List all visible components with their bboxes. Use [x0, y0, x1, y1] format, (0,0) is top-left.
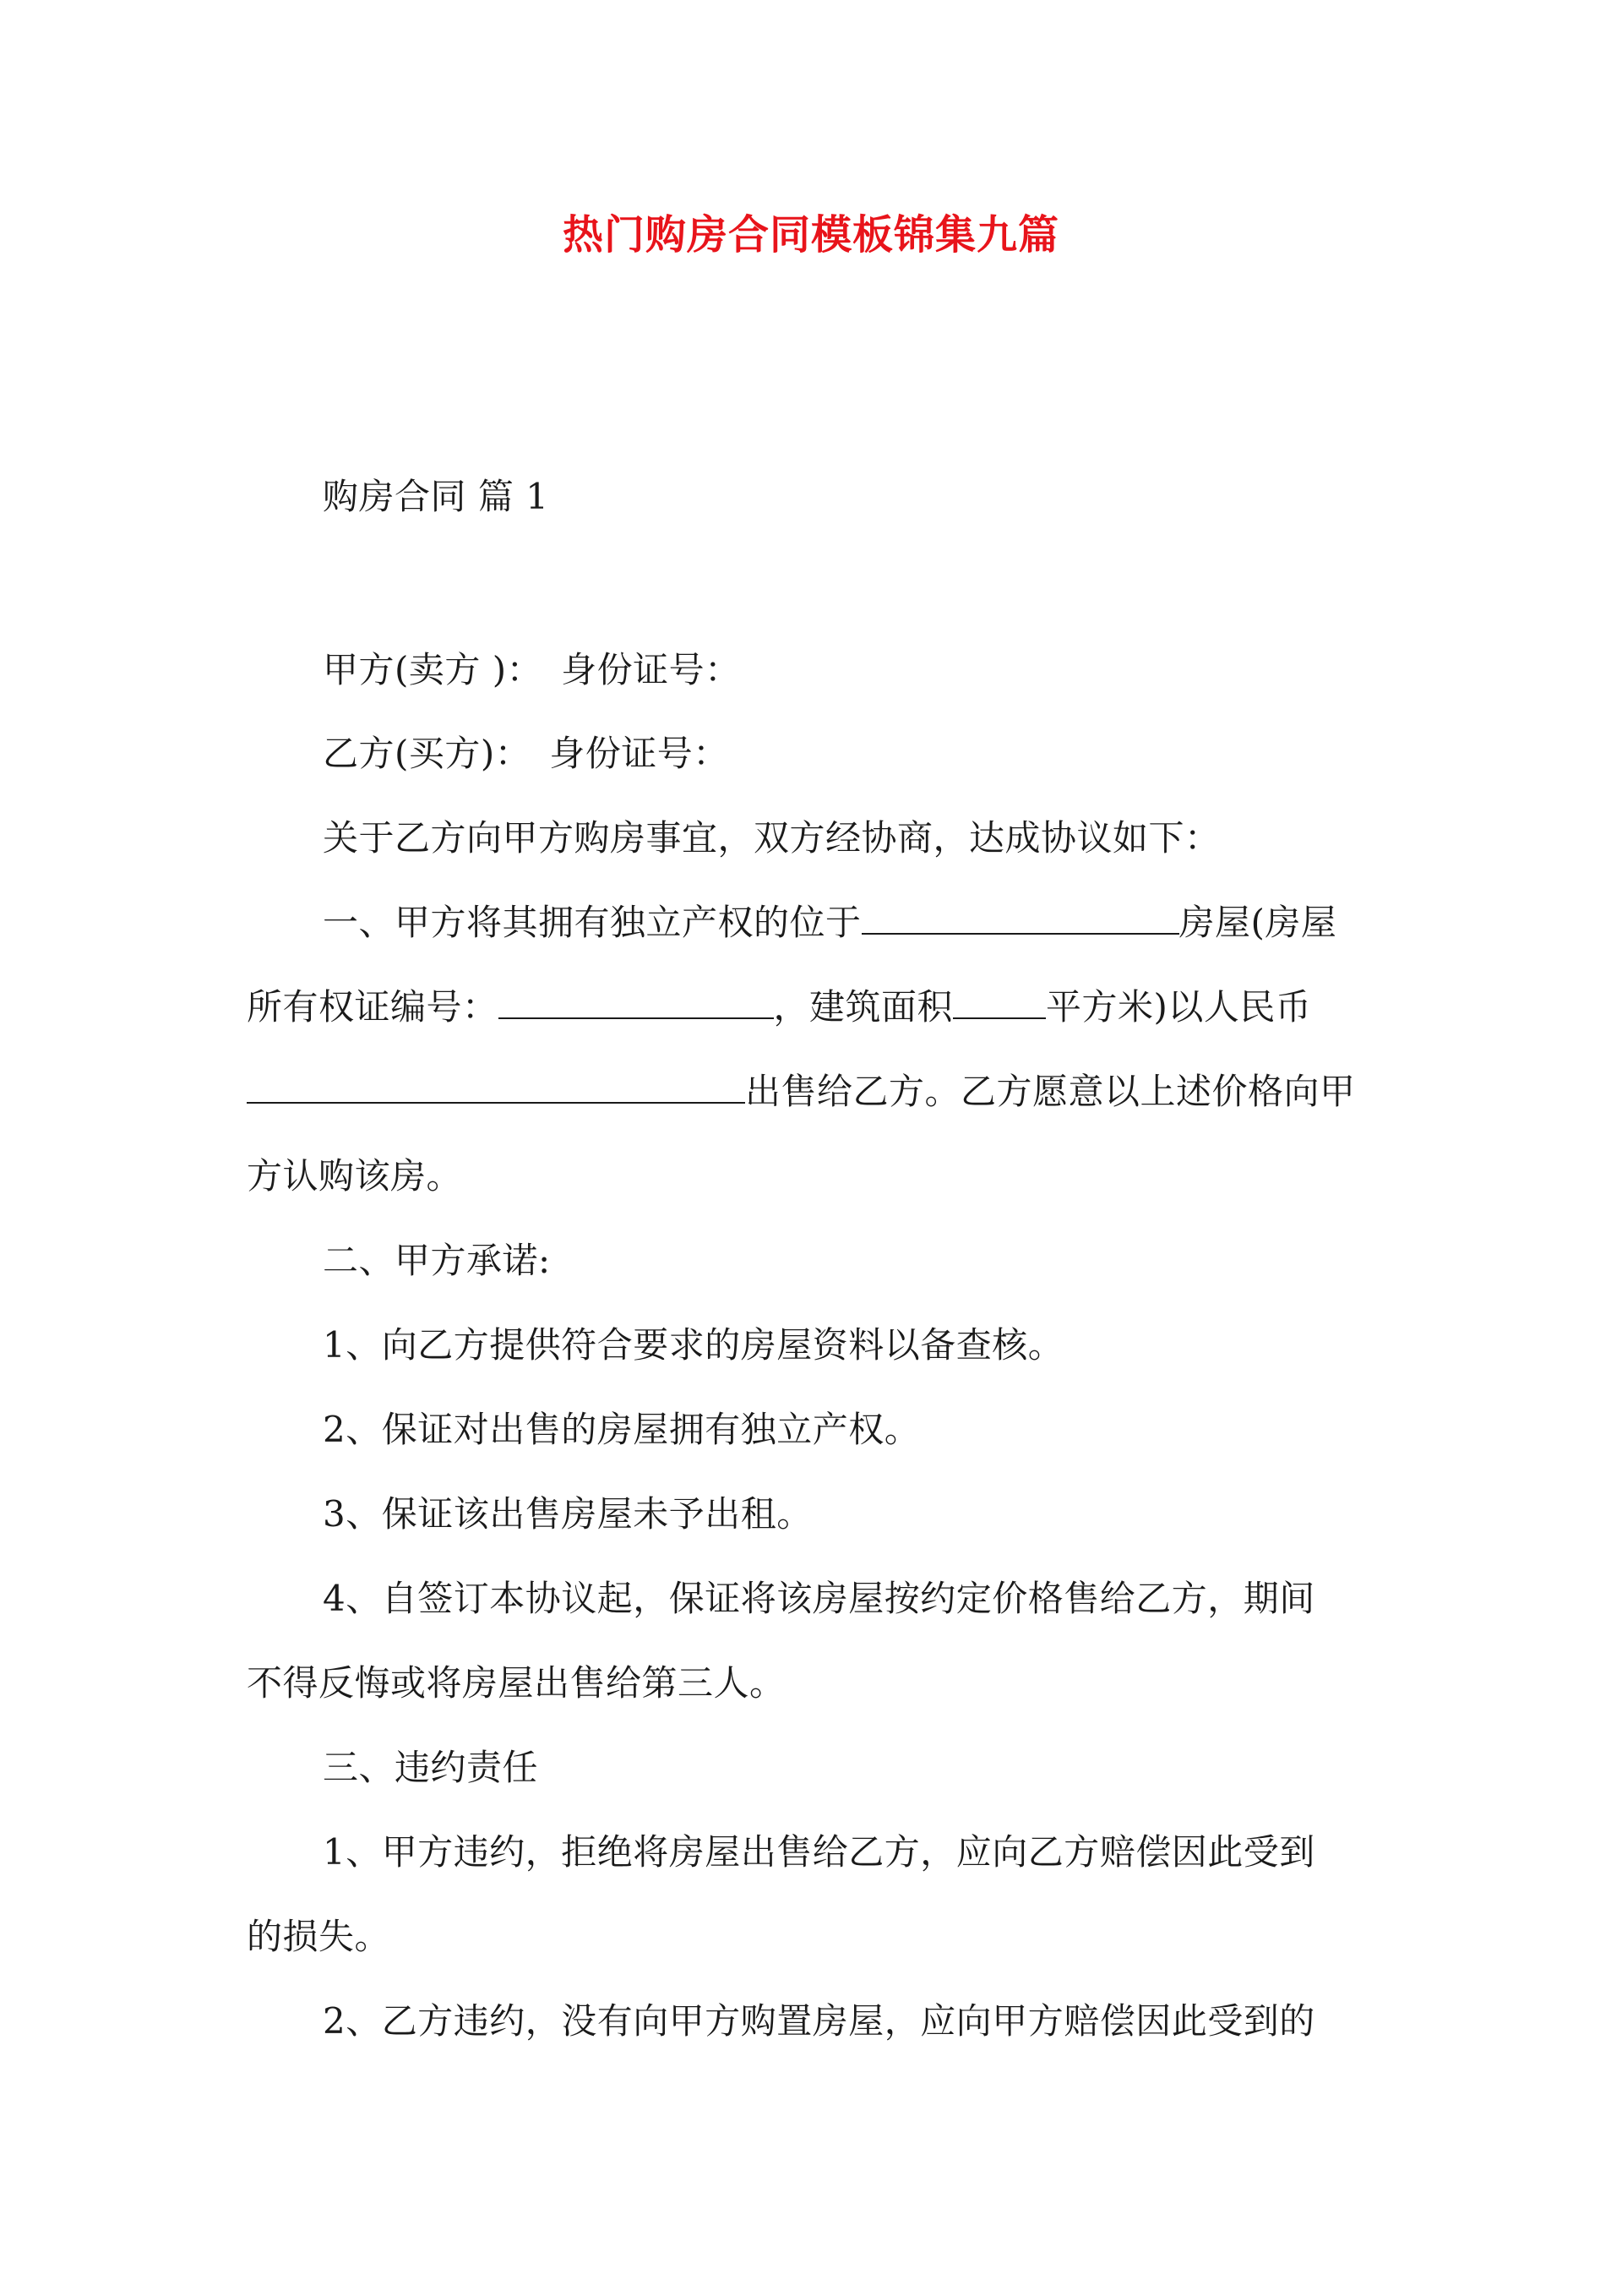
clause1-part5: 平方米)以人民币 — [1046, 986, 1312, 1028]
clause1-part2: 房屋(房屋 — [1178, 902, 1337, 943]
party-a-id-label: 身份证号： — [561, 649, 741, 690]
document-title: 热门购房合同模板锦集九篇 — [562, 211, 1059, 259]
area-blank — [953, 984, 1046, 1019]
clause1-part3: 所有权证编号： — [247, 986, 498, 1028]
clause2-item4-continued: 不得反悔或将房屋出售给第三人。 — [247, 1662, 786, 1704]
price-blank — [247, 1068, 745, 1104]
clause1-part1: 一、甲方将其拥有独立产权的位于 — [323, 902, 862, 943]
clause1-line3 — [247, 1068, 1356, 1115]
clause1-part6: 出售给乙方。乙方愿意以上述价格向甲 — [745, 1071, 1356, 1112]
party-b-id-label: 身份证号： — [549, 733, 729, 774]
clause2-item4: 4、自签订本协议起，保证将该房屋按约定价格售给乙方，期间 — [323, 1578, 1315, 1619]
clause2-item1: 1、向乙方提供符合要求的房屋资料以备查核。 — [323, 1324, 1064, 1366]
clause2-heading: 二、甲方承诺: — [323, 1240, 551, 1281]
clause3-item2: 2、乙方违约，没有向甲方购置房屋，应向甲方赔偿因此受到的 — [323, 2000, 1315, 2042]
certificate-number-blank — [498, 984, 774, 1019]
clause1-line4: 方认购该房。 — [247, 1155, 463, 1197]
clause3-item1: 1、甲方违约，拒绝将房屋出售给乙方，应向乙方赔偿因此受到 — [323, 1831, 1315, 1873]
clause3-item1-continued: 的损失。 — [247, 1916, 391, 1957]
clause2-item2: 2、保证对出售的房屋拥有独立产权。 — [323, 1409, 921, 1450]
section-heading: 购房合同 篇 1 — [323, 476, 549, 517]
clause1-line1 — [323, 899, 1336, 946]
party-a-line — [323, 646, 741, 694]
intro-paragraph: 关于乙方向甲方购房事宜，双方经协商，达成协议如下： — [323, 817, 1221, 859]
location-blank — [862, 899, 1179, 935]
party-a-label: 甲方(卖方 )： — [323, 649, 543, 690]
party-b-line — [323, 730, 729, 777]
clause3-heading: 三、违约责任 — [323, 1747, 539, 1788]
clause1-part4: ，建筑面积 — [773, 986, 954, 1028]
party-b-label: 乙方(买方)： — [323, 733, 531, 774]
clause1-line2 — [247, 984, 1311, 1031]
clause2-item3: 3、保证该出售房屋未予出租。 — [323, 1493, 813, 1535]
